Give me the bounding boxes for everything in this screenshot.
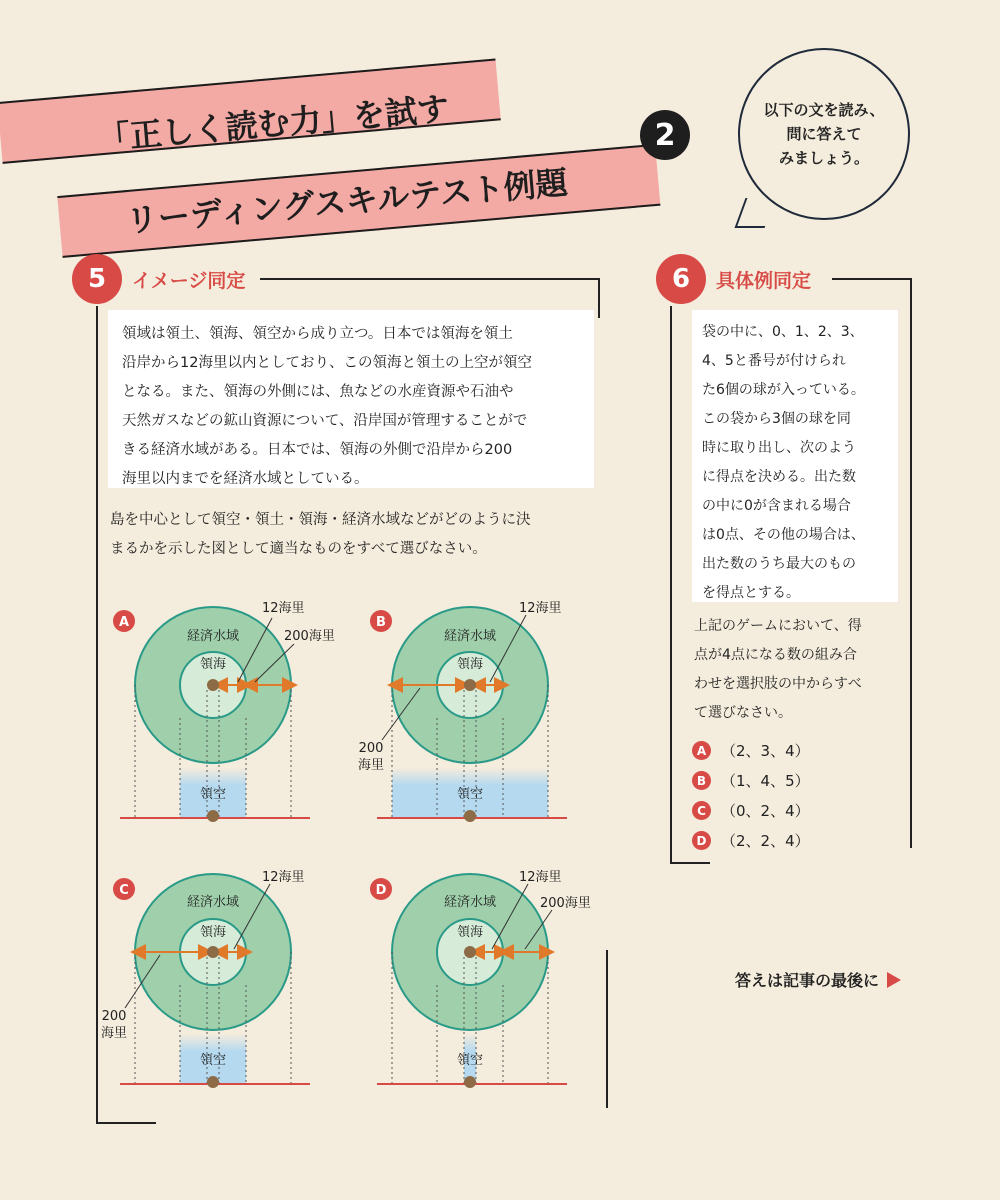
option-a-text: （2、3、4） xyxy=(721,742,810,760)
diagram-c-200-label: 200 xyxy=(101,1009,127,1024)
diagram-d xyxy=(370,870,591,1088)
section5-passage: 領域は領土、領海、領空から成り立つ。日本では領海を領土 沿岸から12海里以内としており、この領海と領土の上空が領空 となる。また、領海の外側には、魚などの水産資源や石油や 天然ガスなどの鉱山資源について、沿岸国が管理することがで きる経済水域がある。日本では、領海の外側で沿岸から200 海里以内までを経済水域としている。 xyxy=(108,310,594,488)
diagram-d-12-label: 12海里 xyxy=(519,870,562,885)
diagram-c-sea-label: 領海 xyxy=(199,925,227,940)
diagram-a xyxy=(113,601,335,822)
example-number: 2 xyxy=(654,117,676,153)
option-c-text: （0、2、4） xyxy=(721,802,810,820)
bubble-line-2: 問に答えて xyxy=(786,125,862,143)
diagram-b-200-unit: 海里 xyxy=(357,758,385,773)
diagram-a-letter: A xyxy=(118,615,130,630)
diagram-b-200-label: 200 xyxy=(358,741,384,756)
section6-right-line xyxy=(910,278,912,848)
diagram-a-12-label: 12海里 xyxy=(262,601,305,616)
diagram-b-sea-label: 領海 xyxy=(456,657,484,672)
diagram-a-sea-label: 領海 xyxy=(199,657,227,672)
diagram-a-eez-label: 経済水域 xyxy=(186,629,240,644)
option-c[interactable] xyxy=(692,800,810,821)
diagram-c-air-label: 領空 xyxy=(199,1053,227,1068)
diagram-c-eez-label: 経済水域 xyxy=(186,895,240,910)
diagram-c-letter: C xyxy=(119,883,129,898)
section6-bottom-line xyxy=(670,862,710,864)
option-b[interactable] xyxy=(692,770,810,791)
option-b-text: （1、4、5） xyxy=(721,772,810,790)
diagram-b-12-label: 12海里 xyxy=(519,601,562,616)
bubble-line-1: 以下の文を読み、 xyxy=(763,101,885,119)
section6-title: 具体例同定 xyxy=(716,270,812,292)
option-a[interactable] xyxy=(692,740,810,761)
triangle-right-icon xyxy=(887,972,901,988)
diagram-b xyxy=(358,601,567,822)
diagram-c-12-label: 12海里 xyxy=(262,870,305,885)
option-a-badge: A xyxy=(692,741,711,760)
answer-note[interactable] xyxy=(735,968,901,991)
diagram-d-air-label: 領空 xyxy=(456,1053,484,1068)
title-line-2: リーディングスキルテスト例題 xyxy=(124,163,570,240)
section6-left-line xyxy=(670,306,672,864)
option-d-badge: D xyxy=(692,831,711,850)
option-d-text: （2、2、4） xyxy=(721,832,810,850)
option-c-badge: C xyxy=(692,801,711,820)
diagram-c-200-unit: 海里 xyxy=(100,1026,128,1041)
diagram-d-200-label: 200海里 xyxy=(540,896,591,911)
title-line-1: 「正しく読む力」を試す xyxy=(96,89,451,158)
section6-top-line xyxy=(832,278,912,280)
option-d[interactable] xyxy=(692,830,810,851)
diagram-b-air-label: 領空 xyxy=(456,787,484,802)
diagram-c xyxy=(101,870,310,1088)
section6-number: 6 xyxy=(656,254,706,304)
diagram-a-air-label: 領空 xyxy=(199,787,227,802)
section6-question: 上記のゲームにおいて、得 点が4点になる数の組み合 わせを選択肢の中からすべ て選びなさい。 xyxy=(694,618,862,721)
section6-passage: 袋の中に、0、1、2、3、 4、5と番号が付けられ た6個の球が入っている。 この袋から3個の球を同 時に取り出し、次のよう に得点を決める。出た数 の中に0が含まれる場合 は0点、その他の場合は、 出た数のうち最大のもの を得点とする。 xyxy=(692,310,898,602)
diagram-b-eez-label: 経済水域 xyxy=(443,629,497,644)
diagram-a-200-label: 200海里 xyxy=(284,629,335,644)
diagram-b-letter: B xyxy=(376,615,386,630)
option-b-badge: B xyxy=(692,771,711,790)
bubble-line-3: みましょう。 xyxy=(778,149,869,167)
diagram-d-letter: D xyxy=(375,883,387,898)
diagram-d-eez-label: 経済水域 xyxy=(443,895,497,910)
section5-question: 島を中心として領空・領土・領海・経済水域などがどのように決 まるかを示した図として適当なものをすべて選びなさい。 xyxy=(110,512,531,557)
answer-note-text: 答えは記事の最後に xyxy=(735,971,880,990)
section5-title: イメージ同定 xyxy=(132,270,246,292)
diagram-d-sea-label: 領海 xyxy=(456,925,484,940)
section5-number: 5 xyxy=(72,254,122,304)
